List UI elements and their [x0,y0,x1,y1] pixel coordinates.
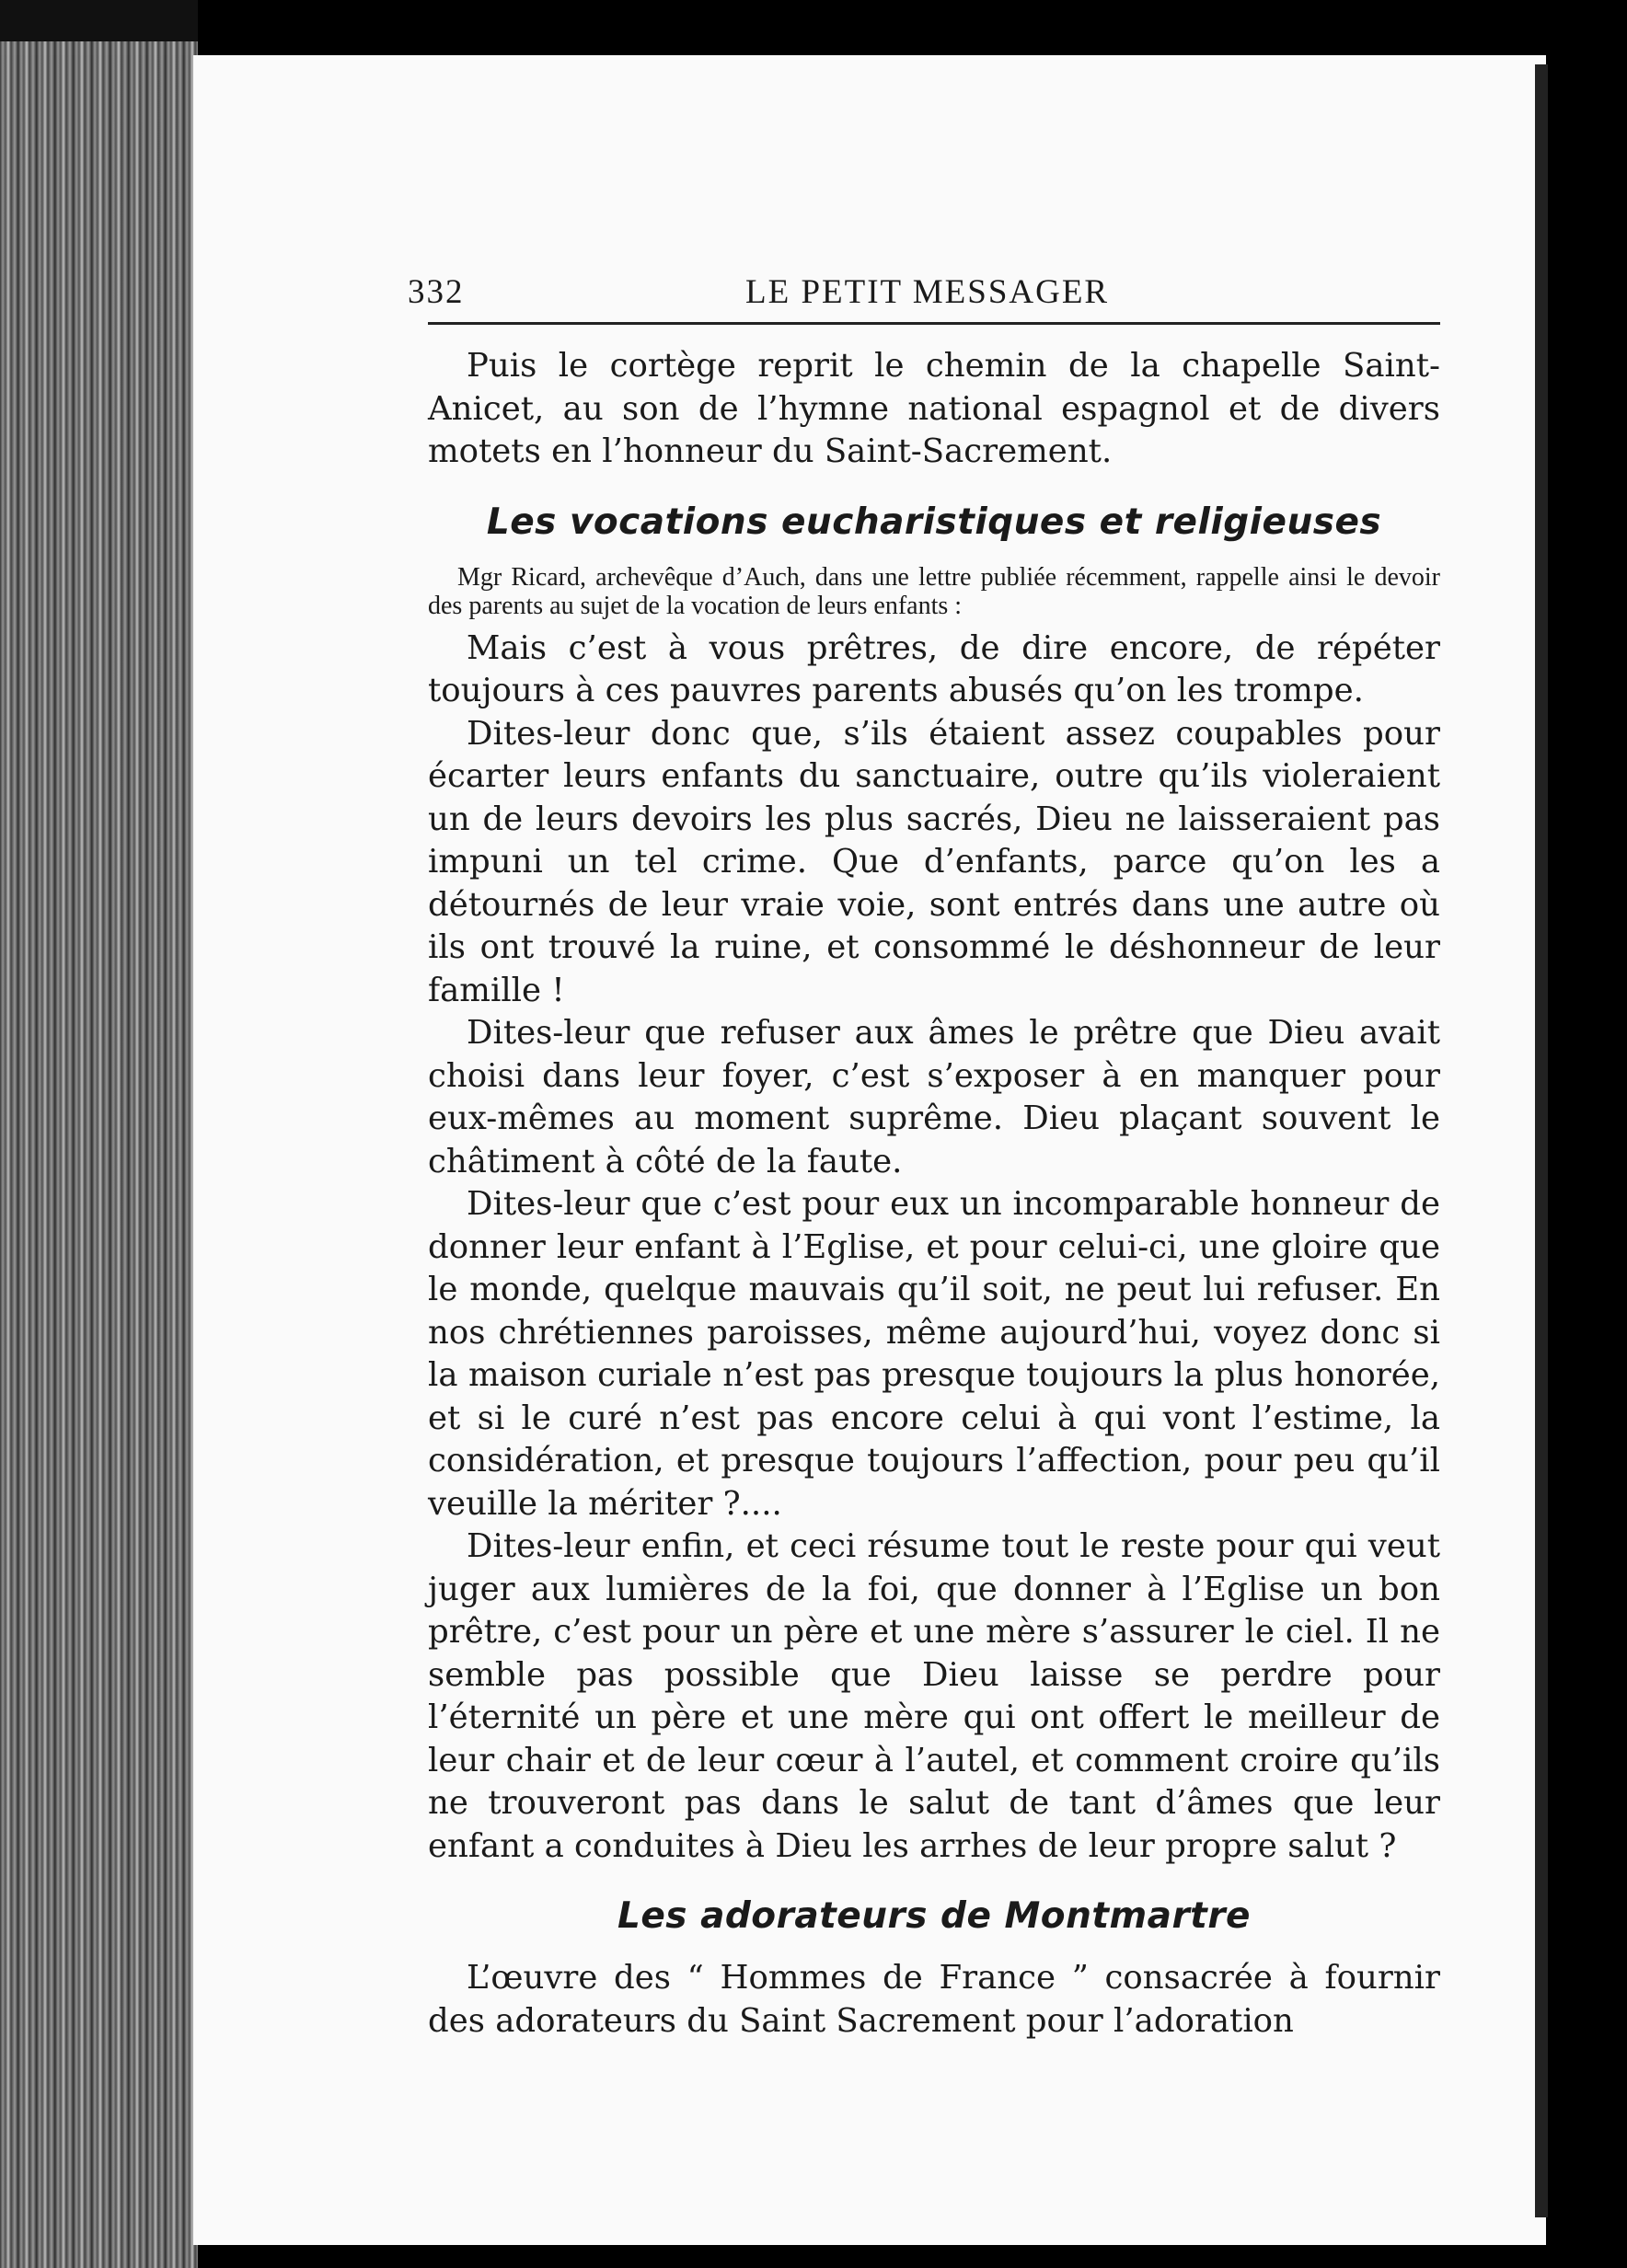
body-paragraph: Dites-leur donc que, s’ils étaient assez coupables pour écarter leurs enfants du sanctuaire, outre qu’ils violeraient un de leurs devoirs les plus sacrés, Dieu ne laisseraient pas impuni un tel crime. Que d’enfants, parce qu’on les a détournés de leur vraie voie, sont entrés dans une autre où ils ont trouvé la ruine, et consommé le déshonneur de leur famille ! [428,714,1440,1009]
body-paragraph: Dites-leur enfin, et ceci résume tout le reste pour qui veut juger aux lumières de la foi, que donner à l’Eglise un bon prêtre, c’est pour un père et une mère s’assurer le ciel. Il ne semble pas possible que Dieu laisse se perdre pour l’éternité un père et une mère qui ont offert le meilleur de leur chair et de leur cœur à l’autel, et comment croire qu’ils ne trouveront pas dans le salut de tant d’âmes que leur enfant a conduites à Dieu les arrhes de leur propre salut ? [428,1527,1440,1865]
section-intro: Mgr Ricard, archevêque d’Auch, dans une lettre publiée récemment, rappelle ainsi le devoir des parents au sujet de la vocation de leurs enfants : [428,562,1440,620]
page-right-border [1535,64,1548,2217]
running-head [408,267,1440,325]
book-page-edges [0,41,198,2268]
section-heading-adorateurs: Les adorateurs de Montmartre [617,1895,1252,1937]
body-paragraph: Dites-leur que refuser aux âmes le prêtre que Dieu avait choisi dans leur foyer, c’est s’exposer à en manquer pour eux-mêmes au moment suprême. Dieu plaçant souvent le châtiment à côté de la faute. [428,1014,1440,1180]
page-right-shadow [1548,55,1627,2267]
body-paragraph: Mais c’est à vous prêtres, de dire encore, de répéter toujours à ces pauvres parents abusés qu’on les trompe. [428,628,1440,709]
section-heading-vocations: Les vocations eucharistiques et religieuses [486,501,1382,543]
running-title: LE PETIT MESSAGER [745,273,1110,311]
page-content [408,267,1440,2043]
body-paragraph: L’œuvre des “ Hommes de France ” consacrée à fournir des adorateurs du Saint Sacrement pour l’adoration [428,1959,1440,2040]
page-number: 332 [408,273,465,311]
opening-paragraph: Puis le cortège reprit le chemin de la chapelle Saint-Anicet, au son de l’hymne national espagnol et de divers motets en l’honneur du Saint-Sacrement. [428,347,1440,470]
body-paragraph: Dites-leur que c’est pour eux un incomparable honneur de donner leur enfant à l’Eglise, et pour celui-ci, une gloire que le monde, quelque mauvais qu’il soit, ne peut lui refuser. En nos chrétiennes paroisses, même aujourd’hui, voyez donc si la maison curiale n’est pas presque toujours la plus honorée, et si le curé n’est pas encore celui à qui vont l’estime, la considération, et presque toujours l’affection, pour peu qu’il veuille la mériter ?.... [428,1185,1440,1523]
